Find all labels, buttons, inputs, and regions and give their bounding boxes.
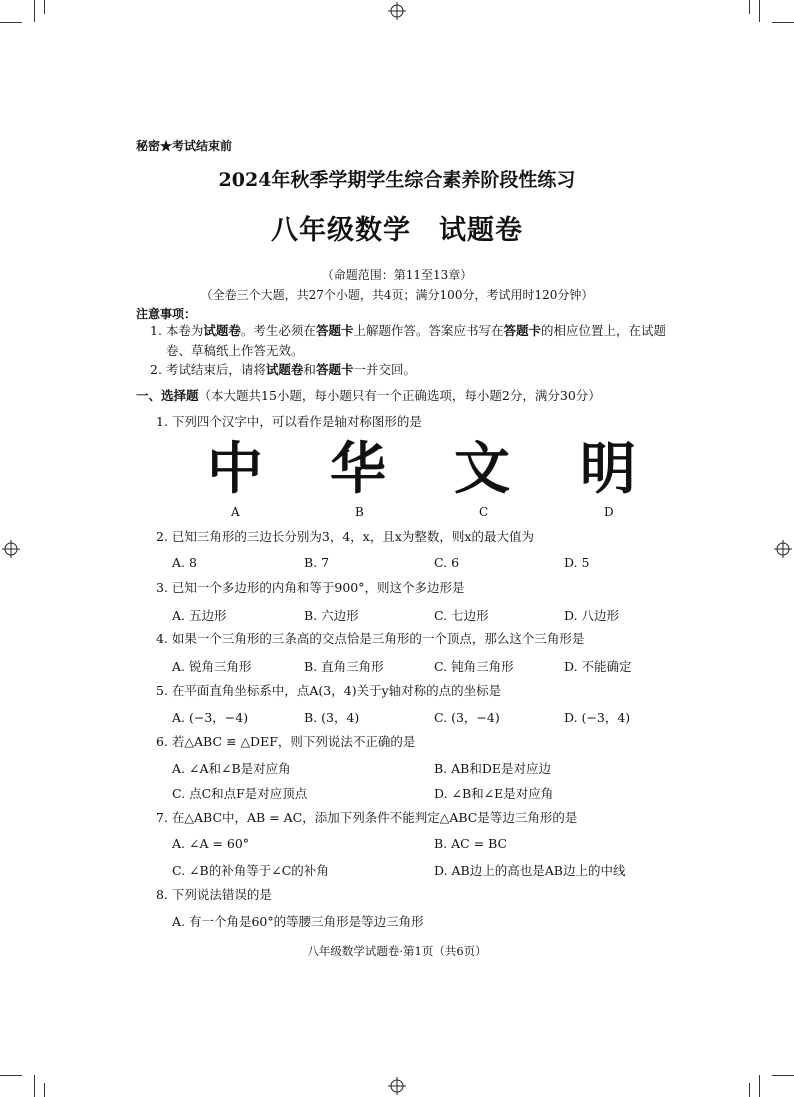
q1-label-c: C bbox=[479, 505, 489, 519]
q2-option-c: C. 6 bbox=[434, 555, 460, 570]
q5-option-a: A. (−3，−4) bbox=[172, 710, 249, 725]
q1-label-d: D bbox=[604, 505, 614, 519]
notice-emph: 试题卷 bbox=[203, 323, 241, 338]
crop-mark-br-v bbox=[759, 1075, 760, 1097]
notice-item-1-cont: 卷、草稿纸上作答无效。 bbox=[166, 343, 304, 358]
crop-mark-tr-h bbox=[772, 22, 794, 23]
q4-option-c: C. 钝角三角形 bbox=[434, 659, 514, 674]
q2-option-d: D. 5 bbox=[564, 555, 590, 570]
crop-mark-tl-v2 bbox=[44, 0, 45, 14]
q1-char-d: 明 bbox=[580, 437, 636, 502]
q1-char-c: 文 bbox=[454, 437, 510, 502]
q3-option-d: D. 八边形 bbox=[564, 608, 620, 623]
q3-option-b: B. 六边形 bbox=[304, 608, 359, 623]
crop-mark-bl-h bbox=[0, 1075, 22, 1076]
question-7-stem: 7. 在△ABC中，AB = AC，添加下列条件不能判定△ABC是等边三角形的是 bbox=[156, 810, 578, 825]
section-desc: （本大题共15小题，每小题只有一个正确选项，每小题2分，满分30分） bbox=[198, 388, 601, 403]
notice-text: 和 bbox=[303, 362, 316, 377]
notice-item-1 bbox=[150, 322, 666, 340]
q2-option-b: B. 7 bbox=[304, 555, 330, 570]
notice-emph: 试题卷 bbox=[265, 362, 304, 377]
registration-mark-right bbox=[774, 540, 792, 558]
crop-mark-tl-v bbox=[34, 0, 35, 22]
question-8-stem: 8. 下列说法错误的是 bbox=[156, 887, 272, 902]
q3-option-c: C. 七边形 bbox=[434, 608, 489, 623]
crop-mark-bl-v bbox=[34, 1075, 35, 1097]
q1-label-b: B bbox=[355, 505, 364, 519]
question-1-stem: 1. 下列四个汉字中，可以看作是轴对称图形的是 bbox=[156, 414, 422, 429]
crop-mark-br-h bbox=[772, 1075, 794, 1076]
q4-option-d: D. 不能确定 bbox=[564, 659, 632, 674]
q7-option-a: A. ∠A = 60° bbox=[172, 836, 250, 851]
q5-option-d: D. (−3，4) bbox=[564, 710, 631, 725]
section-1-heading bbox=[136, 387, 601, 405]
crop-mark-tr-v bbox=[759, 0, 760, 22]
question-4-stem: 4. 如果一个三角形的三条高的交点恰是三角形的一个顶点，那么这个三角形是 bbox=[156, 631, 585, 646]
crop-mark-br-v2 bbox=[749, 1083, 750, 1097]
notice-text: 上解题作答。答案应书写在 bbox=[353, 323, 504, 338]
registration-mark-top bbox=[388, 2, 406, 20]
registration-mark-bottom bbox=[388, 1077, 406, 1095]
question-3-stem: 3. 已知一个多边形的内角和等于900°，则这个多边形是 bbox=[156, 580, 465, 595]
notice-text: 2. 考试结束后，请将 bbox=[150, 362, 266, 377]
q3-option-a: A. 五边形 bbox=[172, 608, 227, 623]
q1-char-b: 华 bbox=[330, 437, 386, 502]
q7-option-d: D. AB边上的高也是AB边上的中线 bbox=[434, 863, 626, 878]
crop-mark-tl-h bbox=[0, 22, 22, 23]
notice-emph: 答题卡 bbox=[503, 323, 541, 338]
q6-option-d: D. ∠B和∠E是对应角 bbox=[434, 786, 554, 801]
notice-text: 1. 本卷为 bbox=[150, 323, 204, 338]
registration-mark-left bbox=[2, 540, 20, 558]
exam-scope: （全卷三个大题，共27个小题，共4页；满分100分，考试用时120分钟） bbox=[200, 288, 594, 302]
notice-emph: 答题卡 bbox=[315, 362, 354, 377]
q4-option-a: A. 锐角三角形 bbox=[172, 659, 252, 674]
q6-option-c: C. 点C和点F是对应顶点 bbox=[172, 786, 308, 801]
q6-option-a: A. ∠A和∠B是对应角 bbox=[172, 761, 291, 776]
section-title: 一、选择题 bbox=[136, 388, 199, 403]
notice-heading: 注意事项： bbox=[136, 307, 197, 321]
notice-item-2 bbox=[150, 361, 416, 379]
notice-text: 。考生必须在 bbox=[240, 323, 316, 338]
q5-option-c: C. (3，−4) bbox=[434, 710, 500, 725]
q2-option-a: A. 8 bbox=[172, 555, 197, 570]
secret-label: 秘密★考试结束前 bbox=[136, 139, 233, 153]
notice-emph: 答题卡 bbox=[315, 323, 354, 338]
notice-text: 的相应位置上，在试题 bbox=[540, 323, 666, 338]
q1-label-a: A bbox=[231, 505, 240, 519]
crop-mark-tr-v2 bbox=[749, 0, 750, 14]
exam-title: 2024年秋季学期学生综合素养阶段性练习 bbox=[218, 169, 576, 191]
question-5-stem: 5. 在平面直角坐标系中，点A(3，4)关于y轴对称的点的坐标是 bbox=[156, 683, 502, 698]
q1-char-a: 中 bbox=[207, 437, 263, 502]
question-6-stem: 6. 若△ABC ≌ △DEF，则下列说法不正确的是 bbox=[156, 734, 416, 749]
question-2-stem: 2. 已知三角形的三边长分别为3，4，x，且x为整数，则x的最大值为 bbox=[156, 529, 534, 544]
crop-mark-bl-v2 bbox=[44, 1083, 45, 1097]
page-footer: 八年级数学试题卷·第1页（共6页） bbox=[307, 944, 487, 958]
notice-text: 一并交回。 bbox=[353, 362, 416, 377]
q8-option-a: A. 有一个角是60°的等腰三角形是等边三角形 bbox=[172, 914, 424, 929]
q4-option-b: B. 直角三角形 bbox=[304, 659, 384, 674]
q5-option-b: B. (3，4) bbox=[304, 710, 360, 725]
q7-option-b: B. AC = BC bbox=[434, 836, 508, 851]
subject-title: 八年级数学 试题卷 bbox=[271, 215, 523, 246]
chapter-range: （命题范围：第11至13章） bbox=[321, 268, 473, 282]
q7-option-c: C. ∠B的补角等于∠C的补角 bbox=[172, 863, 329, 878]
q6-option-b: B. AB和DE是对应边 bbox=[434, 761, 551, 776]
